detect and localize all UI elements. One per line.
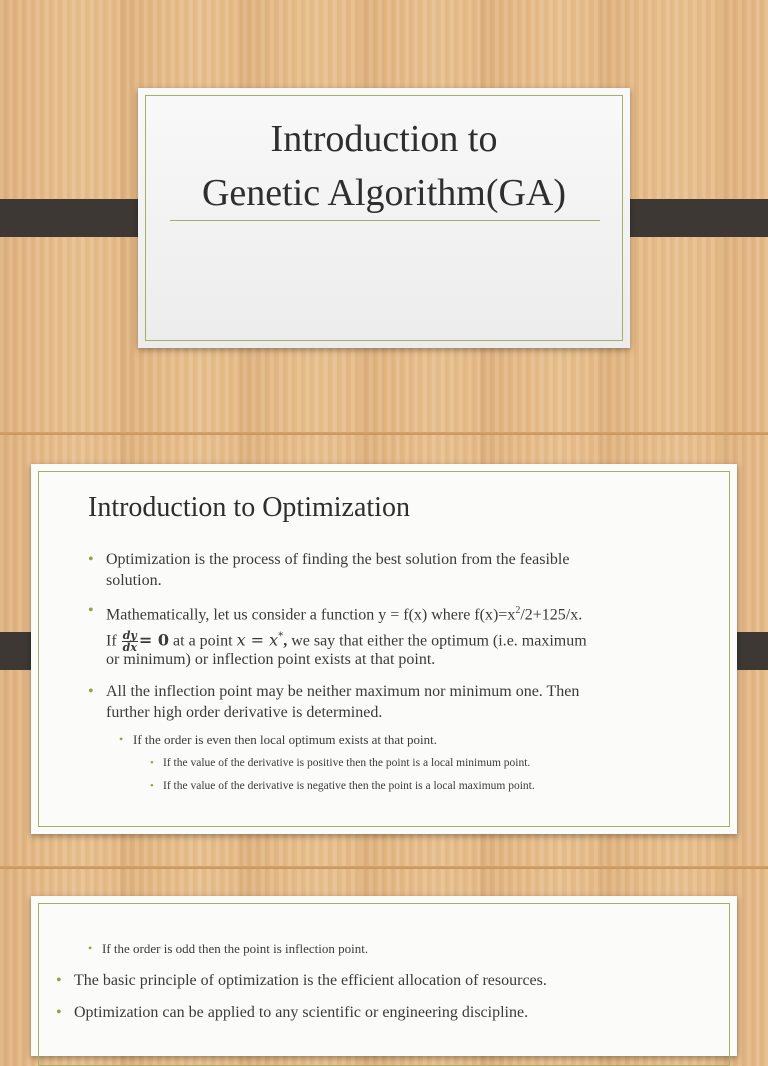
wood-seam: [0, 866, 768, 869]
slide-title: [138, 112, 630, 220]
bullet-dot-icon: •: [88, 941, 93, 955]
bullet-dot-icon: •: [88, 602, 94, 619]
bullet-dot-icon: •: [56, 972, 62, 989]
decor-band-right: [613, 199, 768, 237]
bullet-dot-icon: •: [119, 732, 124, 746]
title-slide[interactable]: [138, 88, 630, 348]
title-line-2: Genetic Algorithm(GA): [201, 172, 567, 214]
bullet-dot-icon: •: [88, 683, 94, 700]
sub-bullet-item: • If the order is odd then the point is inflection point.: [88, 941, 369, 956]
wood-seam: [0, 432, 768, 435]
bullet-item: • Optimization can be applied to any scientific or engineering discipline.: [56, 1004, 529, 1021]
title-underline: [170, 220, 600, 221]
bullet-dot-icon: •: [150, 757, 154, 769]
sub-sub-bullet-item: • If the value of the derivative is positive then the point is a local minimum point.: [150, 757, 531, 769]
formula-line: If $\frac{dy}{dx}$ = 0 at a point x = x*, we say that either the optimum (i.e. maximum: [106, 629, 587, 655]
decor-band-left: [0, 199, 155, 237]
bullet-dot-icon: •: [56, 1004, 62, 1021]
derivative-fraction: $\frac{dy}{dx}$: [122, 629, 137, 655]
bullet-item: • Mathematically, let us consider a function y = f(x) where $f(x)=x^2/2+125/x$. If $\frac{dy}{dx}$ = 0 at a point x = x*, we say that either the optimum (i.e. maximum or minimum) or inflection point exists at that point.: [88, 602, 587, 669]
slide-title: Introduction to Optimization: [88, 492, 410, 523]
sub-bullet-item: • If the order is even then local optimum exists at that point.: [119, 732, 437, 747]
bullet-item: • The basic principle of optimization is the efficient allocation of resources.: [56, 972, 547, 989]
bullet-dot-icon: •: [88, 551, 94, 568]
bullet-item: • Optimization is the process of finding the best solution from the feasible solution.: [88, 551, 570, 589]
bullet-item: • All the inflection point may be neither maximum nor minimum one. Then further high order derivative is determined.: [88, 683, 580, 721]
title-line-1: Introduction to: [270, 118, 498, 160]
bullet-dot-icon: •: [150, 780, 154, 792]
sub-sub-bullet-item: • If the value of the derivative is negative then the point is a local maximum point.: [150, 780, 535, 792]
